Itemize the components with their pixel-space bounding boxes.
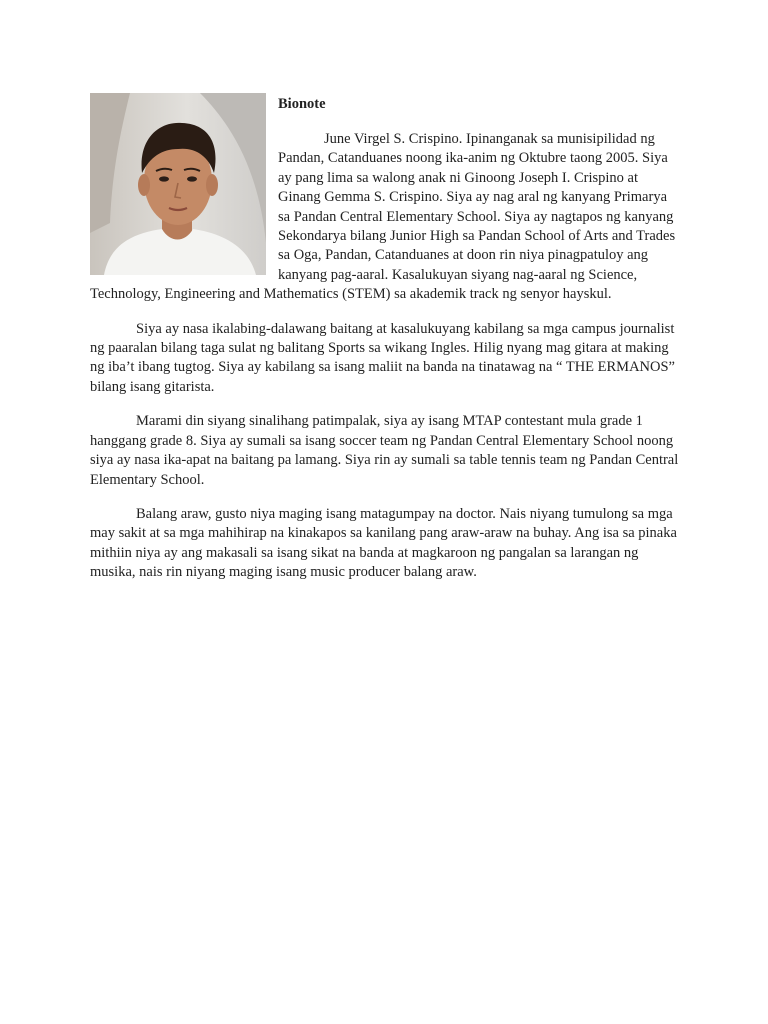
bionote-paragraph-1: June Virgel S. Crispino. Ipinanganak sa munisipilidad ng Pandan, Catanduanes noong ika-anim ng Oktubre taong 2005. Siya ay pang lima sa walong anak ni Ginoong Joseph I. Crispino at Ginang Gemma S. Crispino. Siya ay nag aral ng kanyang Primarya sa Pandan Central Elementary School. Siya ay nagtapos ng kanyang Sekondarya bilang Junior High sa Pandan School of Arts and Trades sa Oga, Pandan, Catanduanes at doon rin niya pinagpatuloy ang kanyang pag-aaral. Kasalukuyan siyang nag-aaral ng Science, Technology, Engineering and Mathematics (STEM) sa akademik track ng senyor hayskul.: [90, 131, 676, 303]
author-photo: [90, 93, 266, 275]
bionote-paragraph-4: Balang araw, gusto niya maging isang matagumpay na doctor. Nais niyang tumulong sa mga may sakit at sa mga mahihirap na kinakapos sa kanilang pang araw-araw na buhay. Ang isa sa pinaka mithiin niya ay ang makasali sa isang sikat na banda at magkaroon ng pangalan sa larangan ng musika, nais rin niyang maging isang music producer balang araw.: [90, 505, 677, 581]
bionote-paragraph-2: Siya ay nasa ikalabing-dalawang baitang at kasalukuyang kabilang sa mga campus journalist ng paaralan bilang taga sulat ng balitang Sports sa wikang Ingles. Hilig nyang mag gitara at making ng iba’t ibang tugtog. Siya ay kabilang sa isang maliit na banda na tinatawag na “ THE ERMANOS” bilang isang gitarista.: [90, 320, 675, 395]
bionote-paragraph-3: Marami din siyang sinalihang patimpalak, siya ay isang MTAP contestant mula grade 1 hanggang grade 8. Siya ay sumali sa isang soccer team ng Pandan Central Elementary School noong siya ay nasa ika-apat na baitang pa lamang. Siya rin ay sumali sa table tennis team ng Pandan Central Elementary School.: [90, 413, 679, 488]
document-title: Bionote: [278, 96, 326, 112]
document-page: [90, 0, 680, 1024]
